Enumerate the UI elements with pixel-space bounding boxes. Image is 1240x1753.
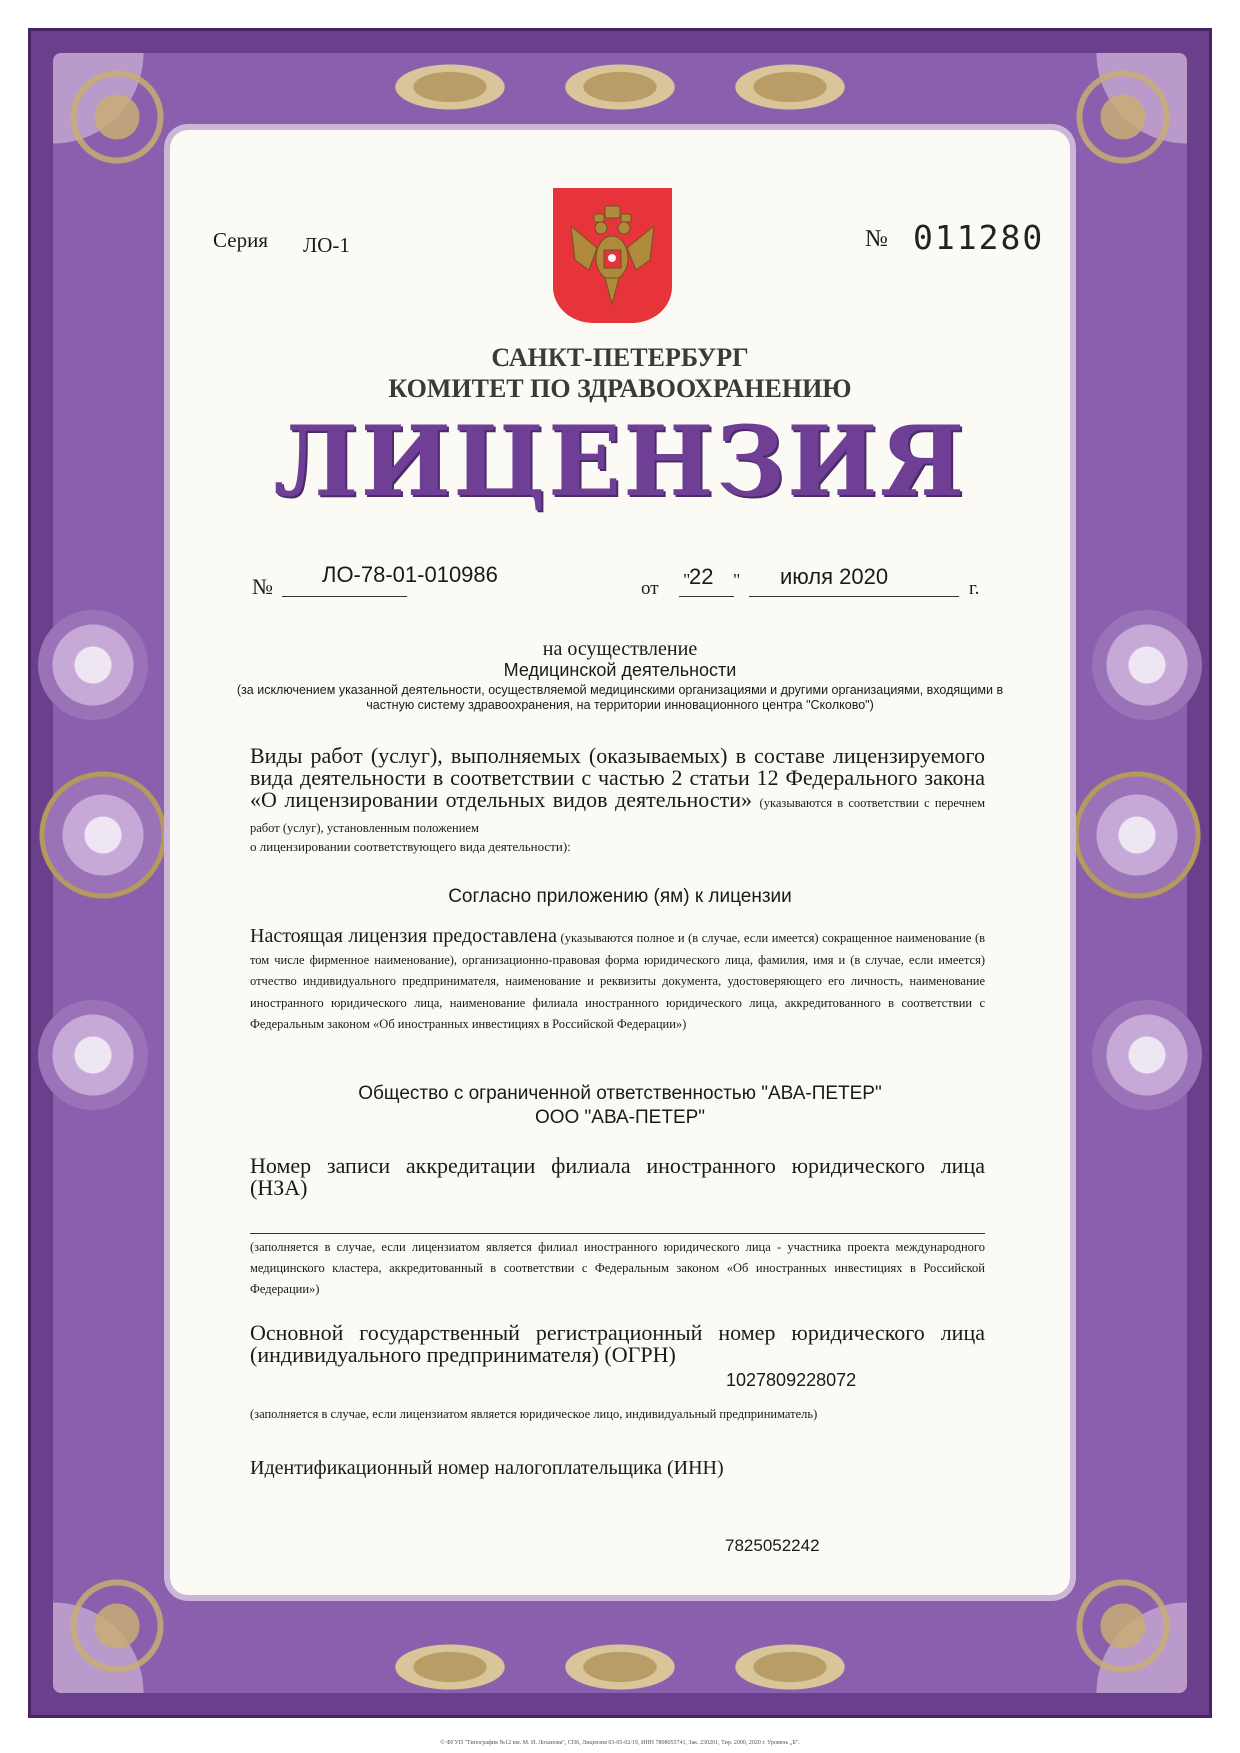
licensee-block [250, 926, 985, 1036]
license-month-year: июля 2020 [780, 564, 889, 589]
blank-number-sign: № [865, 226, 888, 252]
licensee-note: (указываются полное и (в случае, если имеется) сокращенное наименование (в том числе фирменное наименование), организационно-правовая форма юридического лица, фамилия, имя и (в случае, если имеется) отчество индивидуального предпринимателя, наименование и реквизиты документа, удостоверяющего его личность, наименование иностранного юридического лица, наименование филиала иностранного юридического лица, аккредитованного в соответствии с Федеральным законом «Об иностранных инвестициях в Российской Федерации») [250, 931, 986, 1031]
top-ornament-icon [365, 52, 535, 122]
license-number-sign: № [252, 574, 273, 599]
nza-underline [250, 1233, 985, 1234]
corner-ornament-icon [1048, 42, 1198, 192]
ogrn-note: (заполняется в случае, если лицензиатом является юридическое лицо, индивидуальный предприниматель) [250, 1407, 818, 1421]
work-types-value: Согласно приложению (ям) к лицензии [448, 886, 792, 907]
license-number-underline [282, 596, 407, 597]
inn-label: Идентификационный номер налогоплательщика (ИНН) [250, 1457, 724, 1479]
licensee-short-name: ООО "АВА-ПЕТЕР" [534, 1107, 706, 1128]
side-rosette-icon [38, 610, 148, 720]
side-rosette-icon [38, 770, 168, 900]
work-types-note: (указываются в соответствии с перечнем работ (услуг), установленным положением [250, 796, 985, 835]
nza-note: (заполняется в случае, если лицензиатом является филиал иностранного юридического лица - участника проекта международного медицинского кластера, аккредитованный в соответствии с Федеральным законом «Об иностранных инвестициях в Российской Федерации») [250, 1240, 985, 1296]
bottom-ornament-icon [365, 1632, 535, 1702]
licensee-lead: Настоящая лицензия предоставлена [250, 925, 557, 947]
activity-intro: на осуществление [542, 638, 698, 660]
year-suffix: г. [969, 578, 980, 599]
blank-number: 011280 [913, 218, 1045, 257]
date-from-label: от [641, 578, 659, 599]
date-quote-close: " [733, 570, 741, 590]
work-types-label [250, 745, 985, 839]
inn-value: 7825052242 [725, 1536, 820, 1555]
series-label: Серия [213, 228, 268, 252]
corner-ornament-icon [1048, 1551, 1198, 1701]
side-rosette-icon [1092, 1000, 1202, 1110]
document-title: ЛИЦЕНЗИЯ [273, 405, 967, 518]
printer-imprint: © ФГУП "Типография №12 им. М. И. Лоханова", СПб, Лицензия 03-05-02/19, ИНН 7808055741, Зак. 230201, Тир. 2000, 2020 г. Уровень „Б". [440, 1740, 800, 1746]
license-day: 22 [689, 564, 714, 589]
top-ornament-icon [705, 52, 875, 122]
coat-of-arms-icon [553, 188, 672, 323]
licensee-full-name: Общество с ограниченной ответственностью "АВА-ПЕТЕР" [358, 1083, 882, 1104]
work-types-note-cont: о лицензировании соответствующего вида деятельности): [250, 839, 571, 854]
side-rosette-icon [1072, 770, 1202, 900]
series-value: ЛО-1 [303, 233, 350, 257]
activity-name: Медицинской деятельности [503, 660, 737, 680]
work-types-text: Виды работ (услуг), выполняемых (оказываемых) в составе лицензируемого вида деятельности в соответствии с частью 2 статьи 12 Федерального закона «О лицензировании отдельных видов деятельности» [250, 743, 985, 812]
committee-title: КОМИТЕТ ПО ЗДРАВООХРАНЕНИЮ [388, 374, 852, 403]
nza-label: Номер записи аккредитации филиала иностранного юридического лица (НЗА) [250, 1153, 985, 1200]
ogrn-label: Основной государственный регистрационный номер юридического лица (индивидуального предпринимателя) (ОГРН) [250, 1320, 985, 1367]
activity-exclusion: (за исключением указанной деятельности, осуществляемой медицинскими организациями и другими организациями, входящими в частную систему здравоохранения, на территории инновационного центра "Сколково") [236, 683, 1004, 712]
license-number: ЛО-78-01-010986 [322, 562, 498, 587]
side-rosette-icon [1092, 610, 1202, 720]
bottom-ornament-icon [705, 1632, 875, 1702]
ogrn-value: 1027809228072 [726, 1370, 857, 1390]
day-underline [679, 596, 734, 597]
month-underline [749, 596, 959, 597]
bottom-ornament-icon [535, 1632, 705, 1702]
double-headed-eagle-icon [567, 200, 658, 310]
top-ornament-icon [535, 52, 705, 122]
side-rosette-icon [38, 1000, 148, 1110]
city-title: САНКТ-ПЕТЕРБУРГ [491, 343, 749, 372]
date-quote-open: " [683, 570, 691, 590]
